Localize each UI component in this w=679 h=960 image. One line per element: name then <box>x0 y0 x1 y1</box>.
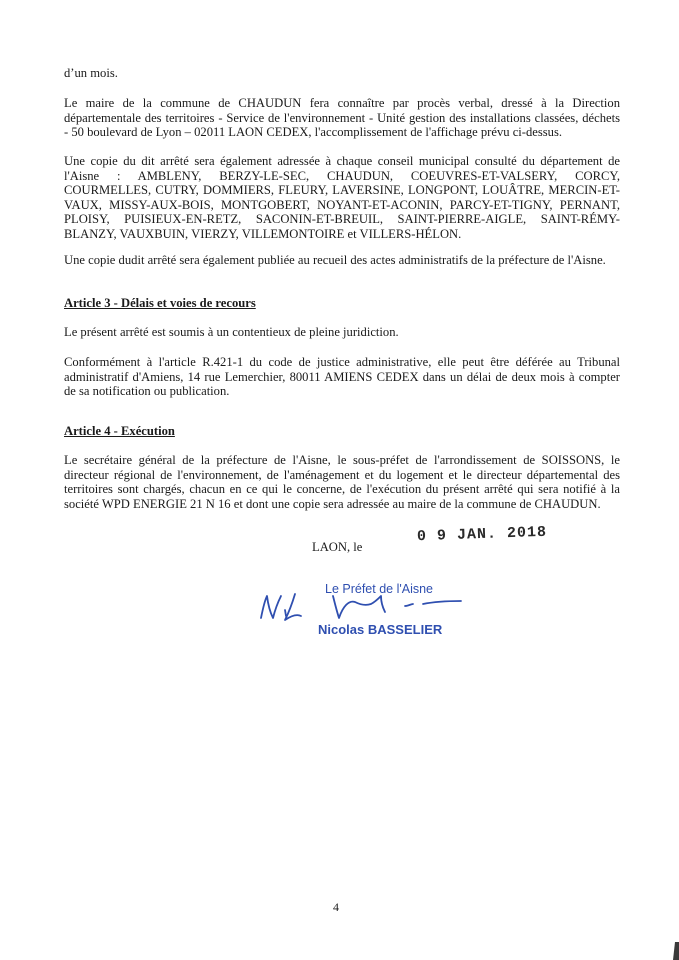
text-line: directeur régional de l'environnement, de l'aménagement et du logement et le directeur départemental des <box>64 467 620 482</box>
scan-corner-mark <box>659 940 679 960</box>
text-line: de sa notification ou publication. <box>64 384 230 399</box>
text-line: départementale des territoires - Service de l'environnement - Unité gestion des installations classées, déchets <box>64 110 620 125</box>
paragraph-continuation: d’un mois. <box>64 66 118 80</box>
article-3-heading: Article 3 - Délais et voies de recours <box>64 296 256 310</box>
article-4-heading: Article 4 - Exécution <box>64 424 175 438</box>
text-line: VAUX, MISSY-AUX-BOIS, MONTGOBERT, NOYANT-ET-ACONIN, PARCY-ET-TIGNY, PERNANT, <box>64 197 620 212</box>
text-line: l'Aisne : AMBLENY, BERZY-LE-SEC, CHAUDUN, COEUVRES-ET-VALSERY, CORCY, <box>64 168 620 183</box>
text-line: société WPD ENERGIE 21 N 16 et dont une copie sera adressée au maire de la commune de CHAUDUN. <box>64 496 601 511</box>
text-line: PLOISY, PUISIEUX-EN-RETZ, SACONIN-ET-BREUIL, SAINT-PIERRE-AIGLE, SAINT-RÉMY- <box>64 212 620 227</box>
text-line: BLANZY, VAUXBUIN, VIERZY, VILLEMONTOIRE et VILLERS-HÉLON. <box>64 226 462 241</box>
text-line: Le maire de la commune de CHAUDUN fera connaître par procès verbal, dressé à la Direction <box>64 96 620 110</box>
paragraph-execution <box>64 453 620 511</box>
paragraph-mayor-report <box>64 96 620 140</box>
date-stamp: 0 9 JAN. 2018 <box>416 523 548 546</box>
text-line: COURMELLES, CUTRY, DOMMIERS, FLEURY, LAVERSINE, LONGPONT, LOUÂTRE, MERCIN-ET- <box>64 183 620 198</box>
text-line: Conformément à l'article R.421-1 du code de justice administrative, elle peut être déférée au Tribunal <box>64 355 620 369</box>
text-line: administratif d'Amiens, 14 rue Lemerchier, 80011 AMIENS CEDEX dans un délai de deux mois à compter <box>64 369 620 384</box>
text-line: territoires sont chargés, chacun en ce qui le concerne, de l'exécution du présent arrêté qui sera notifié à la <box>64 482 620 497</box>
text-line: - 50 boulevard de Lyon – 02011 LAON CEDEX, l'accomplissement de l'affichage prévu ci-dessus. <box>64 125 563 140</box>
text-line: Une copie du dit arrêté sera également adressée à chaque conseil municipal consulté du département de <box>64 154 620 168</box>
signatory-title: Le Préfet de l'Aisne <box>325 582 434 596</box>
place-label: LAON, le <box>312 540 363 554</box>
paragraph-contentieux: Le présent arrêté est soumis à un contentieux de pleine juridiction. <box>64 325 399 339</box>
text-line: Le secrétaire général de la préfecture de l'Aisne, le sous-préfet de l'arrondissement de SOISSONS, le <box>64 453 620 467</box>
paragraph-tribunal <box>64 355 620 399</box>
paragraph-copies-councils <box>64 154 620 242</box>
signatory-name: Nicolas BASSELIER <box>318 622 443 637</box>
paragraph-publication: Une copie dudit arrêté sera également publiée au recueil des actes administratifs de la préfecture de l'Aisne. <box>64 253 606 267</box>
page-number: 4 <box>333 900 339 914</box>
